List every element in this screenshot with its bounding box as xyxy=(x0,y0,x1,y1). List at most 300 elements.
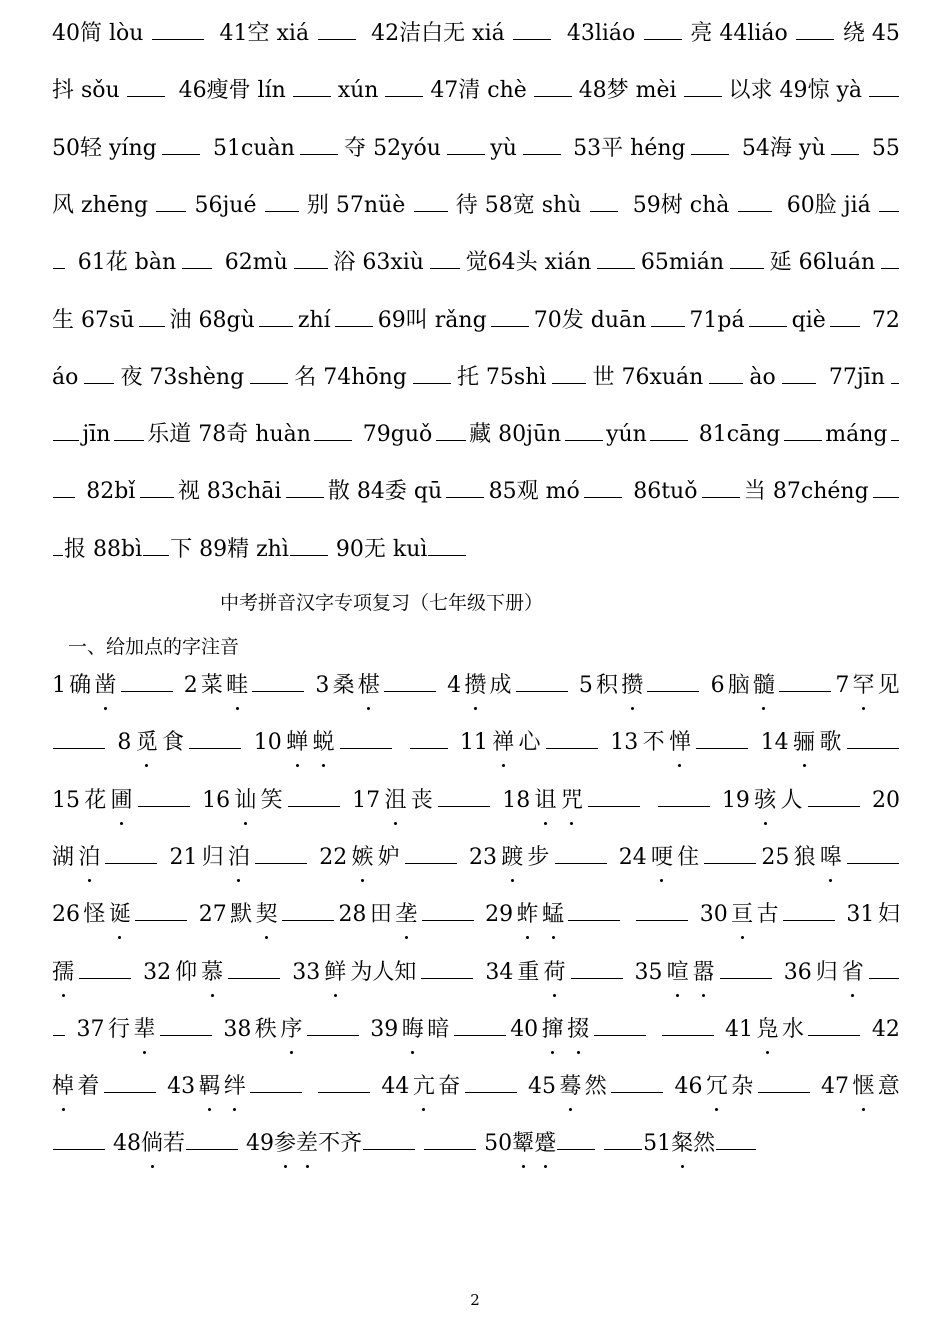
exercise-text: 18 xyxy=(495,787,531,813)
exercise-text: 42洁白无 xiá xyxy=(364,21,505,46)
exercise-text: 48梦 mèi xyxy=(578,78,677,104)
answer-blank[interactable] xyxy=(704,841,756,864)
answer-blank[interactable] xyxy=(410,726,448,749)
answer-blank[interactable] xyxy=(465,1070,517,1093)
dotted-character: 沮 xyxy=(384,781,406,821)
answer-blank[interactable] xyxy=(228,956,280,979)
exercise-text: 55 xyxy=(864,135,900,161)
dotted-character: 觅 xyxy=(136,723,158,763)
exercise-text: 79guǒ xyxy=(355,422,433,448)
dotted-character: 差 xyxy=(296,1124,318,1164)
answer-blank[interactable] xyxy=(414,189,448,212)
answer-blank[interactable] xyxy=(709,361,743,384)
exercise-text: 若 xyxy=(163,1131,186,1157)
answer-blank[interactable] xyxy=(140,475,174,498)
exercise-text: 10 xyxy=(246,730,282,756)
answer-blank[interactable] xyxy=(114,418,144,441)
answer-blank[interactable] xyxy=(105,841,157,864)
dotted-character: 嗥 xyxy=(820,838,842,878)
answer-blank[interactable] xyxy=(658,784,710,807)
answer-blank[interactable] xyxy=(555,841,607,864)
answer-blank[interactable] xyxy=(53,246,65,269)
exercise-text: 1 xyxy=(52,673,66,698)
exercise-text xyxy=(416,1131,423,1156)
exercise-text: 56jué xyxy=(194,192,257,218)
answer-blank[interactable] xyxy=(650,418,688,441)
dotted-character: 参 xyxy=(274,1124,296,1164)
exercise-text: 不齐 xyxy=(318,1131,363,1157)
exercise-text: 16 xyxy=(195,787,231,813)
exercise-text: zhí xyxy=(297,307,331,333)
dotted-character: 泊 xyxy=(78,838,100,878)
exercise-text: 72 xyxy=(864,307,900,333)
exercise-text: 生 67sū xyxy=(52,307,135,333)
answer-blank[interactable] xyxy=(53,533,63,556)
exercise-text: qiè xyxy=(791,307,826,333)
exercise-text: 21 xyxy=(162,844,198,870)
dotted-character: 泊 xyxy=(228,838,250,878)
answer-blank[interactable] xyxy=(454,1013,506,1036)
dotted-character: 亘 xyxy=(731,895,753,935)
answer-blank[interactable] xyxy=(847,841,899,864)
exercise-line xyxy=(52,14,900,54)
exercise-text: 怪 xyxy=(83,902,106,928)
answer-blank[interactable] xyxy=(340,726,392,749)
exercise-text: 46 xyxy=(667,1074,703,1100)
answer-blank[interactable] xyxy=(430,246,460,269)
answer-blank[interactable] xyxy=(160,1013,212,1036)
exercise-text: máng xyxy=(825,422,888,448)
exercise-text: 82bǐ xyxy=(79,479,136,505)
exercise-line xyxy=(52,186,900,226)
answer-blank[interactable] xyxy=(830,304,860,327)
answer-blank[interactable] xyxy=(808,1013,860,1036)
answer-blank[interactable] xyxy=(135,898,187,921)
answer-blank[interactable] xyxy=(300,132,338,155)
answer-blank[interactable] xyxy=(738,189,772,212)
exercise-text: 47清 chè xyxy=(430,78,527,104)
exercise-text: 81cāng xyxy=(691,422,781,448)
exercise-text: 41空 xiá xyxy=(212,21,310,46)
dotted-character: 喧 xyxy=(667,953,689,993)
exercise-line xyxy=(52,71,900,111)
answer-blank[interactable] xyxy=(552,361,586,384)
exercise-text: 2 xyxy=(176,673,198,698)
exercise-text: 当 87chéng xyxy=(743,479,869,505)
exercise-text: jīn xyxy=(82,422,111,448)
answer-blank[interactable] xyxy=(53,418,79,441)
answer-blank[interactable] xyxy=(584,475,622,498)
exercise-text: 确 xyxy=(69,673,92,698)
exercise-text: 视 83chāi xyxy=(177,479,282,505)
exercise-text: 48 xyxy=(106,1131,141,1157)
exercise-text: 亮 44liáo xyxy=(690,21,788,46)
dotted-character: 孺 xyxy=(52,953,74,993)
exercise-text: 夜 73shèng xyxy=(120,364,245,390)
dotted-character: 蹙 xyxy=(534,1124,556,1164)
exercise-text: 下 89精 zhì xyxy=(170,536,289,562)
answer-blank[interactable] xyxy=(869,74,899,97)
dotted-character: 棹 xyxy=(52,1067,74,1107)
exercise-text: 着 xyxy=(77,1074,100,1100)
exercise-text: 70发 duān xyxy=(533,307,647,333)
answer-blank[interactable] xyxy=(255,841,307,864)
exercise-text: 待 58宽 shù xyxy=(455,192,582,218)
answer-blank[interactable] xyxy=(53,1127,105,1150)
exercise-text: 归 xyxy=(815,959,838,985)
exercise-text: 39 xyxy=(363,1016,399,1042)
answer-blank[interactable] xyxy=(782,361,816,384)
exercise-line xyxy=(52,301,900,341)
exercise-text: 13 xyxy=(603,730,639,756)
answer-blank[interactable] xyxy=(162,132,200,155)
answer-blank[interactable] xyxy=(138,784,190,807)
exercise-text: 17 xyxy=(345,787,381,813)
dotted-character: 蝉 xyxy=(286,723,308,763)
exercise-text: 行 xyxy=(107,1016,130,1042)
dotted-character: 嚣 xyxy=(693,953,715,993)
exercise-text: 食 xyxy=(162,730,185,756)
exercise-text: 45 xyxy=(520,1074,556,1100)
exercise-text: 53平 héng xyxy=(566,135,686,161)
exercise-text: 重 xyxy=(517,959,540,985)
dotted-character: 颦 xyxy=(512,1124,534,1164)
exercise-line xyxy=(52,1067,900,1107)
answer-blank[interactable] xyxy=(413,361,451,384)
answer-blank[interactable] xyxy=(252,669,304,692)
exercise-line xyxy=(52,243,900,283)
exercise-text: xún xyxy=(337,78,379,104)
exercise-text xyxy=(307,1067,314,1107)
exercise-text: 夺 52yóu xyxy=(344,135,441,161)
dotted-character: 惮 xyxy=(669,723,691,763)
exercise-text: 奋 xyxy=(438,1074,461,1100)
exercise-line xyxy=(52,895,900,935)
exercise-text: 26 xyxy=(52,902,80,928)
answer-blank[interactable] xyxy=(250,361,288,384)
exercise-text xyxy=(625,895,632,935)
exercise-line xyxy=(52,472,900,512)
answer-blank[interactable] xyxy=(597,246,635,269)
exercise-line xyxy=(52,723,900,763)
answer-blank[interactable] xyxy=(104,1070,156,1093)
answer-blank[interactable] xyxy=(588,784,640,807)
exercise-text: 人 xyxy=(780,787,803,813)
dotted-character: 骊 xyxy=(793,723,815,763)
exercise-line xyxy=(52,1010,900,1050)
answer-blank[interactable] xyxy=(438,784,490,807)
answer-blank[interactable] xyxy=(568,898,620,921)
answer-blank[interactable] xyxy=(294,246,328,269)
exercise-text: 散 84委 qū xyxy=(327,479,443,505)
dotted-character: 惬 xyxy=(852,1067,874,1107)
dotted-character: 晦 xyxy=(402,1010,424,1050)
answer-blank[interactable] xyxy=(873,475,899,498)
exercise-text: 乐道 78奇 huàn xyxy=(147,422,311,448)
exercise-text: 20 xyxy=(865,787,900,813)
answer-blank[interactable] xyxy=(534,74,572,97)
exercise-line xyxy=(52,838,900,878)
answer-blank[interactable] xyxy=(363,1127,415,1150)
answer-blank[interactable] xyxy=(421,956,473,979)
exercise-line xyxy=(52,415,900,455)
answer-blank[interactable] xyxy=(546,726,598,749)
answer-blank[interactable] xyxy=(491,304,529,327)
answer-blank[interactable] xyxy=(318,17,356,40)
exercise-text: 桑 xyxy=(332,673,355,698)
exercise-text: 绕 45 xyxy=(842,21,900,46)
exercise-text: 5 xyxy=(571,673,593,698)
exercise-text: 见 xyxy=(877,673,900,698)
exercise-text: 32 xyxy=(136,959,172,985)
exercise-text: 风 zhēng xyxy=(52,192,149,218)
dotted-character: 冗 xyxy=(706,1067,728,1107)
answer-blank[interactable] xyxy=(290,533,328,556)
answer-blank[interactable] xyxy=(447,132,485,155)
answer-blank[interactable] xyxy=(565,418,603,441)
answer-blank[interactable] xyxy=(436,418,466,441)
dotted-character: 攒 xyxy=(464,666,486,706)
exercise-text: 心 xyxy=(518,730,541,756)
answer-blank[interactable] xyxy=(307,1013,359,1036)
exercise-text xyxy=(650,1010,657,1050)
answer-blank[interactable] xyxy=(571,956,623,979)
answer-blank[interactable] xyxy=(513,17,551,40)
exercise-text: 抖 sǒu xyxy=(52,78,120,104)
answer-blank[interactable] xyxy=(121,669,173,692)
answer-blank[interactable] xyxy=(314,418,352,441)
dotted-character: 踱 xyxy=(501,838,523,878)
answer-blank[interactable] xyxy=(647,669,699,692)
dotted-character: 畦 xyxy=(226,666,248,706)
dotted-character: 髓 xyxy=(753,666,775,706)
exercise-text: 43liáo xyxy=(559,21,636,46)
answer-blank[interactable] xyxy=(127,74,165,97)
exercise-text: 积 xyxy=(596,673,619,698)
answer-blank[interactable] xyxy=(53,475,75,498)
answer-blank[interactable] xyxy=(250,1070,302,1093)
exercise-text: 延 66luán xyxy=(769,250,876,276)
dotted-character: 绊 xyxy=(224,1067,246,1107)
answer-blank[interactable] xyxy=(662,1013,714,1036)
exercise-text: 然 xyxy=(693,1131,716,1157)
answer-blank[interactable] xyxy=(152,17,204,40)
exercise-text: 住 xyxy=(677,844,700,870)
exercise-text: 49 xyxy=(239,1131,275,1157)
exercise-text: 6 xyxy=(703,673,725,698)
dotted-character: 嫉 xyxy=(351,838,373,878)
dotted-character: 哽 xyxy=(651,838,673,878)
dotted-character: 圃 xyxy=(111,781,133,821)
page-number: 2 xyxy=(470,1291,480,1309)
exercise-text: 浴 63xiù xyxy=(333,250,424,276)
answer-blank[interactable] xyxy=(156,189,186,212)
exercise-text: 狼 xyxy=(793,844,816,870)
dotted-character: 蓦 xyxy=(559,1067,581,1107)
exercise-text: 77jīn xyxy=(821,364,885,390)
answer-blank[interactable] xyxy=(335,304,373,327)
answer-blank[interactable] xyxy=(422,898,474,921)
answer-blank[interactable] xyxy=(282,898,334,921)
exercise-text: 22 xyxy=(312,844,348,870)
exercise-text: 觉64头 xián xyxy=(465,250,592,276)
answer-blank[interactable] xyxy=(784,418,822,441)
dotted-character: 亢 xyxy=(413,1067,435,1107)
answer-blank[interactable] xyxy=(891,361,899,384)
answer-blank[interactable] xyxy=(557,1127,595,1150)
exercise-text xyxy=(645,781,652,821)
answer-blank[interactable] xyxy=(594,1013,646,1036)
exercise-text xyxy=(596,1131,603,1156)
exercise-text: 51cuàn xyxy=(206,135,295,161)
answer-blank[interactable] xyxy=(265,189,299,212)
exercise-text: 50轻 yíng xyxy=(52,135,157,161)
answer-blank[interactable] xyxy=(881,246,899,269)
exercise-text: 31 xyxy=(839,902,875,928)
answer-blank[interactable] xyxy=(891,418,899,441)
dotted-character: 撺 xyxy=(542,1010,564,1050)
answer-blank[interactable] xyxy=(516,669,568,692)
answer-blank[interactable] xyxy=(523,132,561,155)
exercise-text: 65mián xyxy=(640,250,725,276)
exercise-text: 27 xyxy=(191,902,227,928)
dotted-character: 蜢 xyxy=(542,895,564,935)
answer-blank[interactable] xyxy=(53,726,105,749)
answer-blank[interactable] xyxy=(847,726,899,749)
answer-blank[interactable] xyxy=(288,784,340,807)
answer-blank[interactable] xyxy=(139,304,165,327)
answer-blank[interactable] xyxy=(716,1127,756,1150)
answer-blank[interactable] xyxy=(636,898,688,921)
section-heading: 一、给加点的字注音 xyxy=(68,636,240,658)
answer-blank[interactable] xyxy=(758,1070,810,1093)
answer-blank[interactable] xyxy=(604,1127,642,1150)
exercise-text: 藏 80jūn xyxy=(469,422,562,448)
exercise-text: 42 xyxy=(864,1016,900,1042)
answer-blank[interactable] xyxy=(779,669,831,692)
answer-blank[interactable] xyxy=(879,189,899,212)
answer-blank[interactable] xyxy=(186,1127,238,1150)
exercise-text: yù xyxy=(490,135,517,161)
exercise-text: 15 xyxy=(52,787,80,813)
exercise-text: 水 xyxy=(781,1016,804,1042)
exercise-text: 47 xyxy=(814,1074,850,1100)
answer-blank[interactable] xyxy=(730,246,764,269)
exercise-text: 仰 xyxy=(175,959,198,985)
answer-blank[interactable] xyxy=(428,533,466,556)
answer-blank[interactable] xyxy=(611,1070,663,1093)
dotted-character: 诅 xyxy=(535,781,557,821)
answer-blank[interactable] xyxy=(53,1013,65,1036)
exercise-text: 30 xyxy=(692,902,728,928)
dotted-character: 骇 xyxy=(754,781,776,821)
answer-blank[interactable] xyxy=(696,726,748,749)
exercise-text: 37 xyxy=(69,1016,105,1042)
exercise-text: 60脸 jiá xyxy=(779,192,871,218)
exercise-text: 丧 xyxy=(410,787,433,813)
exercise-text: 24 xyxy=(611,844,647,870)
dotted-character: 契 xyxy=(256,895,278,935)
exercise-text: 古 xyxy=(756,902,779,928)
answer-blank[interactable] xyxy=(259,304,293,327)
dotted-character: 椹 xyxy=(358,666,380,706)
exercise-text: 61花 bàn xyxy=(70,250,177,276)
exercise-text: 41 xyxy=(718,1016,754,1042)
answer-blank[interactable] xyxy=(318,1070,370,1093)
dotted-character: 蚱 xyxy=(517,895,539,935)
exercise-text: 托 75shì xyxy=(456,364,547,390)
dotted-character: 省 xyxy=(842,953,864,993)
answer-blank[interactable] xyxy=(293,74,331,97)
dotted-character: 掇 xyxy=(567,1010,589,1050)
answer-blank[interactable] xyxy=(79,956,131,979)
answer-blank[interactable] xyxy=(749,304,787,327)
exercise-text: 妒 xyxy=(377,844,400,870)
exercise-text: 花 xyxy=(84,787,107,813)
exercise-line xyxy=(52,358,900,398)
answer-blank[interactable] xyxy=(702,475,740,498)
exercise-text: 36 xyxy=(776,959,812,985)
answer-blank[interactable] xyxy=(651,304,685,327)
answer-blank[interactable] xyxy=(189,726,241,749)
exercise-line xyxy=(52,953,900,993)
answer-blank[interactable] xyxy=(385,74,423,97)
answer-blank[interactable] xyxy=(684,74,722,97)
exercise-text: 名 74hōng xyxy=(294,364,407,390)
exercise-text: 25 xyxy=(761,844,790,870)
exercise-text: 38 xyxy=(216,1016,252,1042)
answer-blank[interactable] xyxy=(783,898,835,921)
answer-blank[interactable] xyxy=(405,841,457,864)
dotted-character: 罕 xyxy=(852,666,874,706)
exercise-text: 油 68gù xyxy=(169,307,255,333)
answer-blank[interactable] xyxy=(384,669,436,692)
answer-blank[interactable] xyxy=(720,956,772,979)
answer-blank[interactable] xyxy=(869,956,899,979)
answer-blank[interactable] xyxy=(831,132,859,155)
exercise-text: 歌 xyxy=(819,730,842,756)
answer-blank[interactable] xyxy=(424,1127,476,1150)
exercise-text: 19 xyxy=(714,787,750,813)
exercise-text: 以求 49惊 yà xyxy=(728,78,862,104)
exercise-text: 妇 xyxy=(877,902,900,928)
answer-blank[interactable] xyxy=(796,17,834,40)
answer-blank[interactable] xyxy=(691,132,729,155)
exercise-text: 暗 xyxy=(427,1016,450,1042)
answer-blank[interactable] xyxy=(286,475,324,498)
dotted-character: 鲜 xyxy=(324,953,346,993)
dotted-character: 序 xyxy=(280,1010,302,1050)
exercise-text: 28 xyxy=(338,902,367,928)
answer-blank[interactable] xyxy=(143,533,169,556)
exercise-text: 默 xyxy=(230,902,253,928)
exercise-text: 11 xyxy=(452,730,488,756)
dotted-character: 攒 xyxy=(621,666,643,706)
dotted-character: 讪 xyxy=(234,781,256,821)
dotted-character: 荷 xyxy=(543,953,565,993)
answer-blank[interactable] xyxy=(644,17,682,40)
exercise-text: 59树 chà xyxy=(625,192,730,218)
answer-blank[interactable] xyxy=(84,361,114,384)
dotted-character: 垄 xyxy=(395,895,417,935)
answer-blank[interactable] xyxy=(590,189,618,212)
answer-blank[interactable] xyxy=(446,475,484,498)
answer-blank[interactable] xyxy=(808,784,860,807)
exercise-text: 归 xyxy=(201,844,224,870)
exercise-text: 40简 lòu xyxy=(52,21,144,46)
exercise-text: 43 xyxy=(160,1074,196,1100)
answer-blank[interactable] xyxy=(182,246,212,269)
